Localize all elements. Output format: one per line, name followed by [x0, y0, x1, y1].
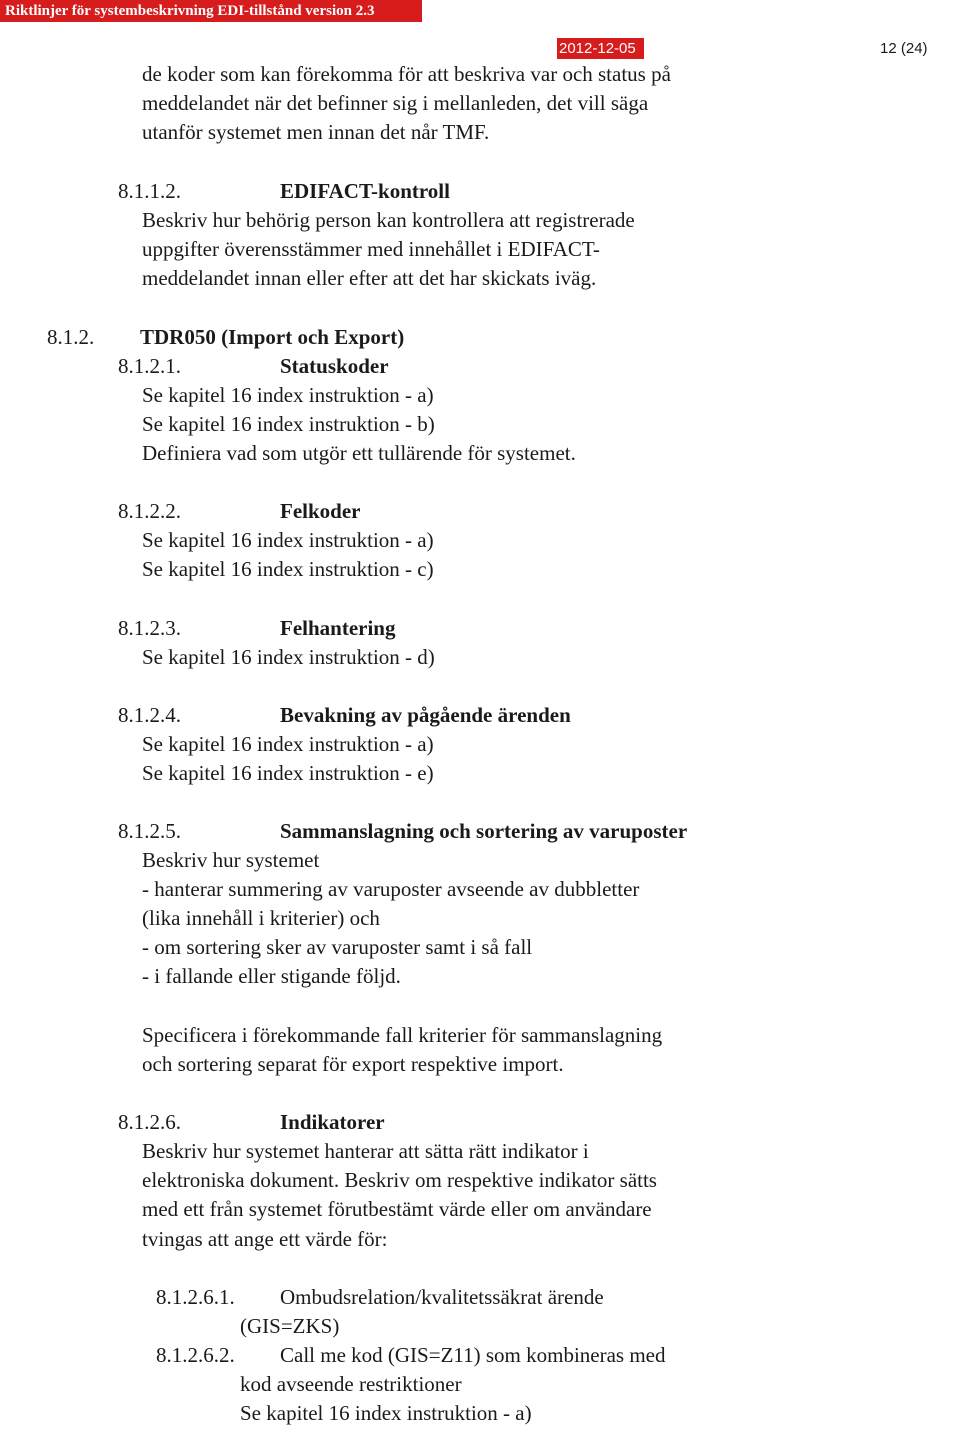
body-text: uppgifter överensstämmer med innehållet i EDIFACT- [142, 237, 600, 261]
body-text: Beskriv hur systemet hanterar att sätta rätt indikator i [142, 1139, 589, 1163]
section-number: 8.1.2.4. [118, 703, 181, 727]
body-text: Definiera vad som utgör ett tullärende för systemet. [142, 441, 576, 465]
section-heading: Felhantering [280, 616, 396, 640]
body-text: Beskriv hur behörig person kan kontrollera att registrerade [142, 208, 635, 232]
body-text: Se kapitel 16 index instruktion - a) [142, 528, 434, 552]
section-number: 8.1.2.6. [118, 1110, 181, 1134]
body-text: utanför systemet men innan det når TMF. [142, 120, 490, 144]
body-text: och sortering separat för export respektive import. [142, 1052, 564, 1076]
body-text: Se kapitel 16 index instruktion - b) [142, 412, 435, 436]
section-heading: Bevakning av pågående ärenden [280, 703, 571, 727]
section-number: 8.1.2.6.2. [156, 1343, 235, 1367]
section-number: 8.1.2.1. [118, 354, 181, 378]
body-text: meddelandet innan eller efter att det har skickats iväg. [142, 266, 597, 290]
body-text: meddelandet när det befinner sig i mellanleden, det vill säga [142, 91, 649, 115]
section-number: 8.1.2.5. [118, 819, 181, 843]
body-text: de koder som kan förekomma för att beskriva var och status på [142, 62, 671, 86]
section-number: 8.1.2.3. [118, 616, 181, 640]
section-number: 8.1.2. [47, 325, 95, 349]
section-number: 8.1.1.2. [118, 179, 181, 203]
section-number: 8.1.2.6.1. [156, 1285, 235, 1309]
section-heading: Indikatorer [280, 1110, 385, 1134]
document-title: Riktlinjer för systembeskrivning EDI-tillstånd version 2.3 [0, 0, 422, 22]
body-text: elektroniska dokument. Beskriv om respektive indikator sätts [142, 1168, 657, 1192]
body-text: (GIS=ZKS) [240, 1314, 340, 1338]
section-heading: Statuskoder [280, 354, 389, 378]
section-heading: TDR050 (Import och Export) [140, 325, 405, 349]
body-text: Specificera i förekommande fall kriterier för sammanslagning [142, 1023, 663, 1047]
body-text: Se kapitel 16 index instruktion - e) [142, 761, 434, 785]
body-text: Se kapitel 16 index instruktion - a) [142, 732, 434, 756]
document-date: 2012-12-05 [557, 38, 644, 59]
body-text: Se kapitel 16 index instruktion - a) [142, 383, 434, 407]
body-text: tvingas att ange ett värde för: [142, 1227, 388, 1251]
body-text: Se kapitel 16 index instruktion - d) [142, 645, 435, 669]
body-text: - om sortering sker av varuposter samt i så fall [142, 935, 533, 959]
page-number: 12 (24) [880, 40, 928, 57]
section-heading: Sammanslagning och sortering av varuposter [280, 819, 688, 843]
body-text: Se kapitel 16 index instruktion - c) [142, 557, 434, 581]
body-text: Beskriv hur systemet [142, 848, 320, 872]
body-text: Call me kod (GIS=Z11) som kombineras med [280, 1343, 666, 1367]
section-heading: Felkoder [280, 499, 361, 523]
body-text: (lika innehåll i kriterier) och [142, 906, 380, 930]
body-text: Se kapitel 16 index instruktion - a) [240, 1401, 532, 1425]
body-text: kod avseende restriktioner [240, 1372, 462, 1396]
body-text: med ett från systemet förutbestämt värde eller om användare [142, 1197, 652, 1221]
section-heading: EDIFACT-kontroll [280, 179, 450, 203]
body-text: Ombudsrelation/kvalitetssäkrat ärende [280, 1285, 604, 1309]
section-number: 8.1.2.2. [118, 499, 181, 523]
body-text: - hanterar summering av varuposter avseende av dubbletter [142, 877, 640, 901]
body-text: - i fallande eller stigande följd. [142, 964, 401, 988]
